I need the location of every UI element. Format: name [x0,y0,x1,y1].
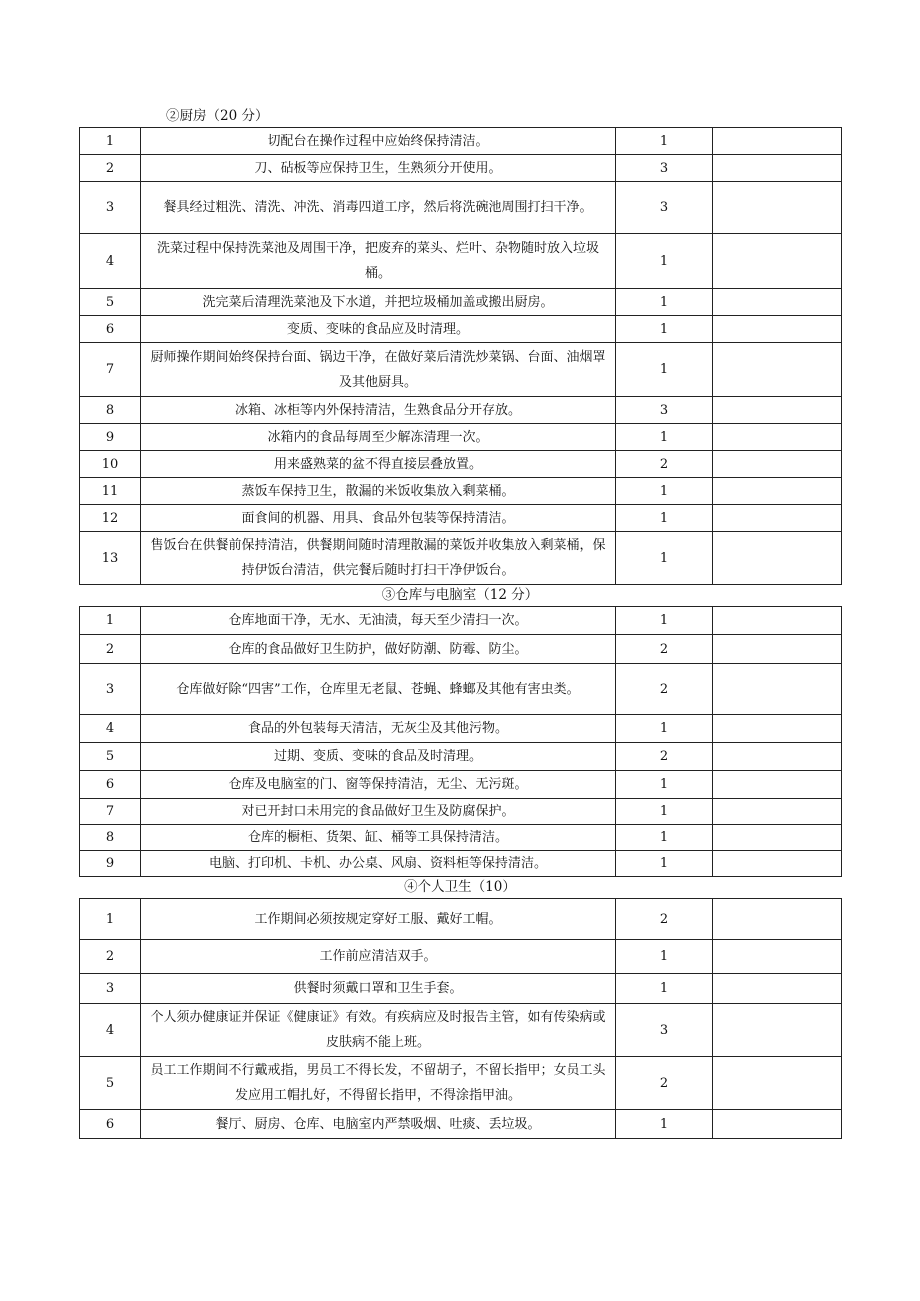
item-number: 6 [80,1110,141,1139]
item-score: 1 [616,940,713,974]
item-number: 8 [80,397,141,424]
table-row [80,715,842,743]
item-description: 工作期间必须按规定穿好工服、戴好工帽。 [141,899,616,940]
item-score: 1 [616,505,713,532]
table-row [80,478,842,505]
item-score: 2 [616,451,713,478]
item-score: 1 [616,1110,713,1139]
table-row [80,316,842,343]
item-rating-blank [713,1057,842,1110]
item-rating-blank [713,771,842,799]
table-row [80,397,842,424]
item-number: 9 [80,851,141,877]
item-number: 3 [80,974,141,1004]
item-description: 洗完菜后清理洗菜池及下水道，并把垃圾桶加盖或搬出厨房。 [141,289,616,316]
table-row [80,664,842,715]
item-score: 2 [616,743,713,771]
table-row [80,451,842,478]
item-rating-blank [713,1004,842,1057]
item-number: 10 [80,451,141,478]
table-row [80,771,842,799]
item-number: 12 [80,505,141,532]
item-rating-blank [713,128,842,155]
item-rating-blank [713,1110,842,1139]
table-row [80,851,842,877]
item-description: 蒸饭车保持卫生，散漏的米饭收集放入剩菜桶。 [141,478,616,505]
table-row [80,289,842,316]
item-score: 2 [616,664,713,715]
item-description: 电脑、打印机、卡机、办公桌、风扇、资料柜等保持清洁。 [141,851,616,877]
item-description: 仓库地面干净，无水、无油渍，每天至少清扫一次。 [141,607,616,635]
table-row [80,343,842,397]
section-title-personal-hygiene: ④个人卫生（10） [404,879,516,895]
item-description: 工作前应清洁双手。 [141,940,616,974]
item-number: 2 [80,940,141,974]
item-description: 个人须办健康证并保证《健康证》有效。有疾病应及时报告主管，如有传染病或皮肤病不能上班。 [141,1004,616,1057]
table-row [80,607,842,635]
item-description: 面食间的机器、用具、食品外包装等保持清洁。 [141,505,616,532]
item-description: 对已开封口未用完的食品做好卫生及防腐保护。 [141,799,616,825]
table-row [80,799,842,825]
item-number: 9 [80,424,141,451]
item-rating-blank [713,451,842,478]
table-row [80,825,842,851]
item-score: 1 [616,607,713,635]
item-score: 2 [616,1057,713,1110]
item-description: 洗菜过程中保持洗菜池及周围干净，把废弃的菜头、烂叶、杂物随时放入垃圾桶。 [141,234,616,289]
item-rating-blank [713,899,842,940]
item-number: 2 [80,635,141,664]
personal-hygiene-table [79,898,842,1139]
item-score: 1 [616,974,713,1004]
item-description: 变质、变味的食品应及时清理。 [141,316,616,343]
item-number: 1 [80,899,141,940]
item-rating-blank [713,316,842,343]
table-row [80,1057,842,1110]
item-rating-blank [713,397,842,424]
item-score: 1 [616,478,713,505]
item-score: 1 [616,424,713,451]
item-number: 4 [80,715,141,743]
item-description: 售饭台在供餐前保持清洁，供餐期间随时清理散漏的菜饭并收集放入剩菜桶，保持伊饭台清洁，供完餐后随时打扫干净伊饭台。 [141,532,616,585]
item-rating-blank [713,343,842,397]
item-score: 1 [616,799,713,825]
item-number: 1 [80,128,141,155]
table-row [80,974,842,1004]
item-description: 厨师操作期间始终保持台面、锅边干净，在做好菜后清洗炒菜锅、台面、油烟罩及其他厨具。 [141,343,616,397]
item-description: 仓库的食品做好卫生防护，做好防潮、防霉、防尘。 [141,635,616,664]
item-rating-blank [713,289,842,316]
table-row [80,155,842,182]
item-rating-blank [713,851,842,877]
kitchen-table [79,127,842,585]
item-description: 员工工作期间不行戴戒指，男员工不得长发，不留胡子，不留长指甲；女员工头发应用工帽扎好，不得留长指甲，不得涂指甲油。 [141,1057,616,1110]
item-number: 13 [80,532,141,585]
table-row [80,182,842,234]
item-score: 1 [616,234,713,289]
storage-table [79,606,842,877]
item-number: 3 [80,664,141,715]
item-rating-blank [713,974,842,1004]
item-rating-blank [713,182,842,234]
table-row [80,940,842,974]
item-number: 6 [80,771,141,799]
item-rating-blank [713,799,842,825]
item-score: 1 [616,825,713,851]
item-number: 2 [80,155,141,182]
item-number: 5 [80,743,141,771]
item-rating-blank [713,424,842,451]
item-number: 8 [80,825,141,851]
table-row [80,743,842,771]
item-description: 仓库的橱柜、货架、缸、桶等工具保持清洁。 [141,825,616,851]
table-row [80,532,842,585]
item-rating-blank [713,743,842,771]
item-score: 1 [616,316,713,343]
item-description: 仓库做好除“四害”工作，仓库里无老鼠、苍蝇、蜂螂及其他有害虫类。 [141,664,616,715]
item-score: 1 [616,715,713,743]
table-row [80,505,842,532]
item-rating-blank [713,607,842,635]
item-number: 4 [80,1004,141,1057]
item-score: 1 [616,532,713,585]
item-score: 1 [616,343,713,397]
item-rating-blank [713,505,842,532]
item-description: 用来盛熟菜的盆不得直接层叠放置。 [141,451,616,478]
item-number: 6 [80,316,141,343]
item-number: 3 [80,182,141,234]
table-row [80,128,842,155]
item-description: 冰箱、冰柜等内外保持清洁，生熟食品分开存放。 [141,397,616,424]
item-rating-blank [713,664,842,715]
item-number: 7 [80,799,141,825]
item-number: 11 [80,478,141,505]
item-score: 1 [616,128,713,155]
item-description: 冰箱内的食品每周至少解冻清理一次。 [141,424,616,451]
item-rating-blank [713,635,842,664]
item-description: 切配台在操作过程中应始终保持清洁。 [141,128,616,155]
item-number: 5 [80,1057,141,1110]
section-title-storage: ③仓库与电脑室（12 分） [381,587,539,603]
table-row [80,1004,842,1057]
item-description: 餐具经过粗洗、清洗、冲洗、消毒四道工序，然后将洗碗池周围打扫干净。 [141,182,616,234]
item-description: 供餐时须戴口罩和卫生手套。 [141,974,616,1004]
item-score: 3 [616,397,713,424]
table-row [80,635,842,664]
item-score: 2 [616,899,713,940]
item-rating-blank [713,532,842,585]
item-rating-blank [713,825,842,851]
document-page [79,106,841,1139]
item-score: 3 [616,182,713,234]
item-number: 7 [80,343,141,397]
item-rating-blank [713,478,842,505]
item-description: 刀、砧板等应保持卫生，生熟须分开使用。 [141,155,616,182]
table-row [80,234,842,289]
item-score: 3 [616,155,713,182]
table-row [80,1110,842,1139]
item-number: 1 [80,607,141,635]
item-rating-blank [713,234,842,289]
item-description: 餐厅、厨房、仓库、电脑室内严禁吸烟、吐痰、丢垃圾。 [141,1110,616,1139]
item-score: 1 [616,289,713,316]
item-rating-blank [713,940,842,974]
section-title-kitchen: ②厨房（20 分） [166,108,269,124]
item-number: 5 [80,289,141,316]
item-description: 仓库及电脑室的门、窗等保持清洁，无尘、无污斑。 [141,771,616,799]
table-row [80,899,842,940]
item-rating-blank [713,715,842,743]
item-description: 过期、变质、变味的食品及时清理。 [141,743,616,771]
item-score: 3 [616,1004,713,1057]
item-number: 4 [80,234,141,289]
item-score: 2 [616,635,713,664]
item-description: 食品的外包装每天清洁，无灰尘及其他污物。 [141,715,616,743]
item-score: 1 [616,851,713,877]
item-rating-blank [713,155,842,182]
item-score: 1 [616,771,713,799]
table-row [80,424,842,451]
